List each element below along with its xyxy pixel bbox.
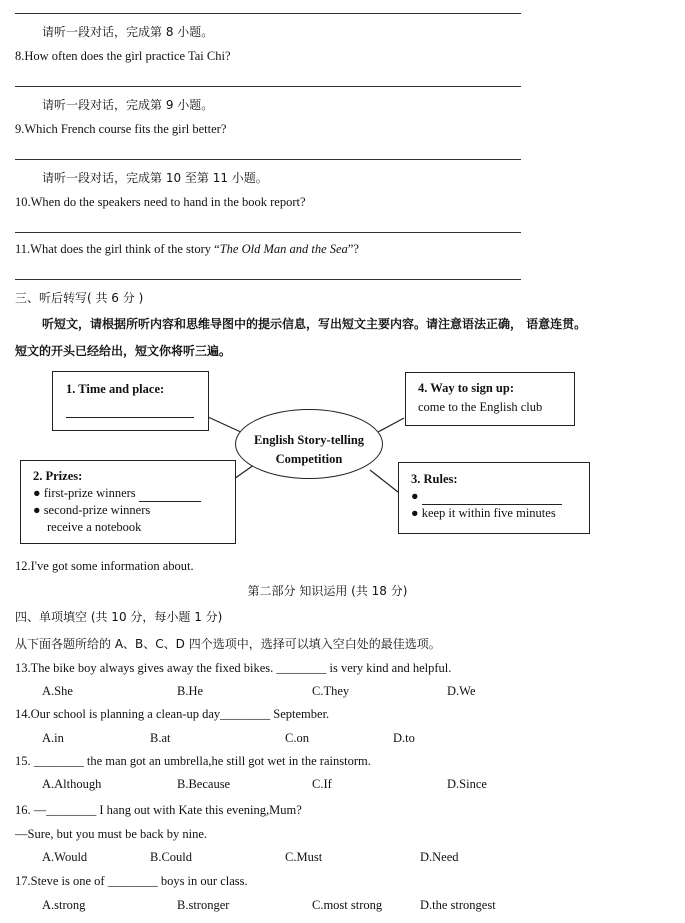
q9-instruction: 请听一段对话，完成第 9 小题。 <box>42 98 214 112</box>
mindmap-center-line2: Competition <box>275 452 343 466</box>
q14-option-b[interactable]: B.at <box>150 731 171 745</box>
q14-option-c[interactable]: C.on <box>285 731 309 745</box>
part2-heading: 第二部分 知识运用 (共 18 分) <box>247 584 408 598</box>
box1-title: 1. Time and place: <box>66 382 165 396</box>
q13-stem: 13.The bike boy always gives away the fixed bikes. ________ is very kind and helpful. <box>15 661 452 675</box>
q17-stem: 17.Steve is one of ________ boys in our class. <box>15 874 248 888</box>
q15-option-c[interactable]: C.If <box>312 777 332 791</box>
q16-option-b[interactable]: B.Could <box>150 850 193 864</box>
q13-option-d[interactable]: D.We <box>447 684 476 698</box>
q12-text: 12.I've got some information about. <box>15 559 194 573</box>
q16-stem: 16. —________ I hang out with Kate this evening,Mum? <box>15 803 302 817</box>
bullet-icon: ● <box>411 506 419 520</box>
mindmap-box-rules <box>398 462 590 534</box>
q13-option-c[interactable]: C.They <box>312 684 350 698</box>
box3-title: 3. Rules: <box>411 472 458 486</box>
q17-option-d[interactable]: D.the strongest <box>420 898 496 912</box>
mindmap-box-time-place <box>52 371 209 431</box>
section4-heading: 四、单项填空 (共 10 分，每小题 1 分) <box>15 610 223 624</box>
q11-suffix: ”? <box>347 242 359 256</box>
bullet-icon: ● <box>411 489 419 503</box>
q8-instruction: 请听一段对话，完成第 8 小题。 <box>42 25 214 39</box>
bullet-icon: ● <box>33 503 41 517</box>
q16-option-d[interactable]: D.Need <box>420 850 459 864</box>
section3-instruction-line1: 听短文，请根据所听内容和思维导图中的提示信息，写出短文主要内容。请注意语法正确， 语意连贯。 <box>42 317 587 331</box>
bullet-icon: ● <box>33 486 41 500</box>
q15-option-d[interactable]: D.Since <box>447 777 487 791</box>
section3-instruction-line2: 短文的开头已经给出，短文你将听三遍。 <box>15 344 232 358</box>
q10-11-instruction: 请听一段对话，完成第 10 至第 11 小题。 <box>42 171 268 185</box>
section4-instruction: 从下面各题所给的 A、B、C、D 四个选项中，选择可以填入空白处的最佳选项。 <box>15 637 441 651</box>
mindmap-box-prizes <box>20 460 236 544</box>
q15-stem: 15. ________ the man got an umbrella,he still got wet in the rainstorm. <box>15 754 371 768</box>
q13-option-b[interactable]: B.He <box>177 684 204 698</box>
q9-question: 9.Which French course fits the girl better? <box>15 122 227 136</box>
box2-answer-blank[interactable] <box>139 486 201 502</box>
q16-reply: —Sure, but you must be back by nine. <box>15 827 207 841</box>
section3-heading: 三、听后转写( 共 6 分 ) <box>15 291 144 305</box>
box4-text: come to the English club <box>418 400 543 414</box>
q16-option-c[interactable]: C.Must <box>285 850 323 864</box>
mindmap-box-sign-up <box>405 372 575 426</box>
box2-title: 2. Prizes: <box>33 469 83 483</box>
q17-option-a[interactable]: A.strong <box>42 898 86 912</box>
q16-option-a[interactable]: A.Would <box>42 850 88 864</box>
box3-item2: ● keep it within five minutes <box>411 506 556 520</box>
q8-question: 8.How often does the girl practice Tai Chi? <box>15 49 231 63</box>
box1-answer-blank[interactable] <box>66 402 194 418</box>
q15-option-a[interactable]: A.Although <box>42 777 102 791</box>
box3-answer-blank[interactable] <box>422 489 562 505</box>
q15-option-b[interactable]: B.Because <box>177 777 231 791</box>
mindmap-center-line1: English Story-telling <box>253 433 365 447</box>
q10-question: 10.When do the speakers need to hand in the book report? <box>15 195 306 209</box>
q13-option-a[interactable]: A.She <box>42 684 73 698</box>
box2-item2-continued: receive a notebook <box>47 520 142 534</box>
q14-option-d[interactable]: D.to <box>393 731 415 745</box>
q14-stem: 14.Our school is planning a clean-up day________ September. <box>15 707 330 721</box>
box3-item1 <box>411 489 562 505</box>
q17-option-c[interactable]: C.most strong <box>312 898 383 912</box>
q11-prefix: 11.What does the girl think of the story “ <box>15 242 220 256</box>
box2-item2: ● second-prize winners <box>33 503 151 517</box>
q14-option-a[interactable]: A.in <box>42 731 64 745</box>
q17-option-b[interactable]: B.stronger <box>177 898 230 912</box>
box2-item1: ● first-prize winners <box>33 486 201 502</box>
box4-title: 4. Way to sign up: <box>418 381 514 395</box>
q11-story-title: The Old Man and the Sea <box>219 242 348 256</box>
